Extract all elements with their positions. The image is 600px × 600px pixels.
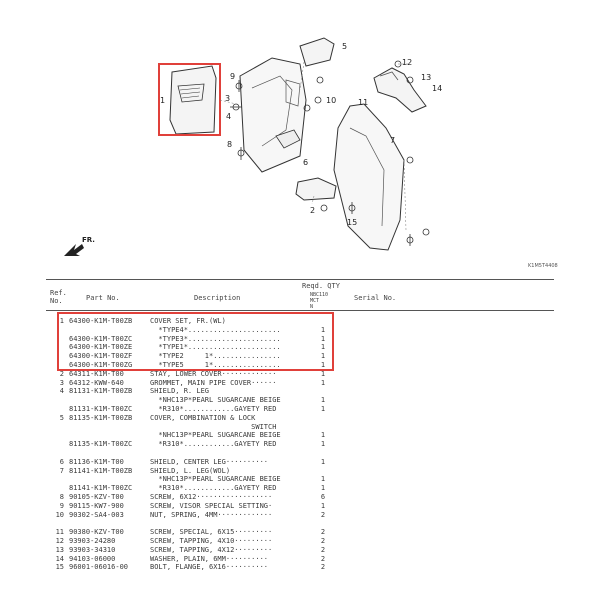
part-no-cell: 81131-K1M-T00ZB: [69, 387, 133, 396]
qty-cell: 2: [320, 554, 326, 563]
ref-no-cell: 6: [59, 457, 64, 466]
description-cell: STAY, LOWER COVER·············: [150, 369, 277, 378]
description-cell: *NHC13P*PEARL SUGARCANE BEIGE: [150, 431, 281, 440]
description-cell: *TYPE3*......................: [150, 334, 281, 343]
part-visor: [374, 68, 426, 112]
part-front-cover: [170, 66, 216, 134]
qty-cell: 1: [320, 378, 326, 387]
part-no-cell: 90302-SA4-003: [69, 510, 124, 519]
part-no-cell: 64300-K1M-T00ZB: [69, 317, 133, 325]
table-row: [0, 458, 600, 466]
ref-no-cell: 14: [55, 554, 64, 563]
part-no-cell: 64312-KWW-640: [69, 378, 124, 387]
description-cell: SHIELD, R. LEG: [150, 387, 210, 396]
description-cell: SCREW, SPECIAL, 6X15·········: [150, 528, 273, 537]
part-left-leg-shield: [334, 104, 404, 250]
callout-7: 7: [390, 136, 396, 145]
qty-cell: 1: [320, 431, 326, 440]
description-cell: BOLT, FLANGE, 6X16··········: [150, 563, 269, 572]
description-cell: *NHC13P*PEARL SUGARCANE BEIGE: [150, 475, 281, 484]
part-stay-lower-cover: [296, 178, 336, 200]
part-no-cell: 94103-06000: [69, 554, 116, 563]
table-row: [0, 440, 600, 448]
ref-no-cell: 10: [55, 510, 64, 519]
part-no-cell: 64300-K1M-T00ZC: [69, 334, 133, 343]
qty-cell: 1: [320, 325, 326, 334]
description-cell: *TYPE5 1*................: [150, 361, 281, 369]
callout-3: 3: [225, 94, 231, 103]
description-cell: *TYPE2 1*................: [150, 352, 281, 361]
qty-cell: 2: [320, 563, 326, 572]
table-row: [0, 396, 600, 404]
ref-no-cell: 1: [59, 317, 64, 325]
table-row: [0, 449, 600, 457]
figure-code: K1M5T4408: [528, 263, 558, 269]
qty-cell: 1: [320, 334, 326, 343]
table-row: [0, 405, 600, 413]
callout-9: 9: [230, 72, 236, 81]
callout-14: 14: [432, 84, 443, 93]
qty-cell: 2: [320, 528, 326, 537]
description-cell: SCREW, TAPPING, 4X12·········: [150, 545, 273, 554]
qty-cell: 1: [320, 475, 326, 484]
table-row: [0, 493, 600, 501]
callout-11: 11: [358, 98, 369, 107]
qty-cell: 2: [320, 545, 326, 554]
table-row: [0, 414, 600, 422]
part-no-cell: 64300-K1M-T00ZF: [69, 352, 133, 361]
qty-cell: 1: [320, 457, 326, 466]
qty-cell: 1: [320, 484, 326, 493]
front-label: FR.: [82, 236, 95, 244]
part-no-cell: 81141-K1M-T00ZC: [69, 484, 133, 493]
part-no-cell: 81141-K1M-T00ZB: [69, 466, 133, 475]
part-no-cell: 81131-K1M-T00ZC: [69, 405, 133, 413]
description-cell: COVER, COMBINATION & LOCK: [150, 413, 256, 422]
description-cell: SCREW, 6X12··················: [150, 493, 273, 501]
part-no-cell: 64300-K1M-T00ZE: [69, 343, 133, 352]
table-row: [0, 519, 600, 527]
qty-cell: 6: [320, 493, 326, 501]
qty-cell: 1: [320, 369, 326, 378]
description-cell: *TYPE4*......................: [150, 325, 281, 334]
ref-no-cell: 11: [55, 528, 64, 537]
callout-13: 13: [421, 73, 432, 82]
part-no-cell: 81135-K1M-T00ZC: [69, 440, 133, 449]
part-no-cell: 90115-KW7-900: [69, 501, 124, 510]
description-cell: GROMMET, MAIN PIPE COVER······: [150, 378, 277, 387]
callout-4: 4: [226, 112, 232, 121]
header-ref-no: Ref. No.: [50, 289, 67, 305]
description-cell: SHIELD, CENTER LEG··········: [150, 457, 269, 466]
qty-cell: 2: [320, 537, 326, 545]
description-cell: COVER SET, FR.(WL): [150, 317, 226, 325]
ref-no-cell: 8: [59, 493, 64, 501]
description-cell: WASHER, PLAIN, 6MM··········: [150, 554, 269, 563]
header-model-code: NBC110 MCT N: [310, 292, 329, 310]
part-no-cell: 93903-24280: [69, 537, 116, 545]
table-row: [0, 467, 600, 475]
callout-10: 10: [326, 96, 337, 105]
qty-cell: 1: [320, 396, 326, 405]
part-no-cell: 90380-KZV-T00: [69, 528, 124, 537]
table-row: [0, 475, 600, 483]
ref-no-cell: 3: [59, 378, 64, 387]
description-cell: *NHC13P*PEARL SUGARCANE BEIGE: [150, 396, 281, 405]
description-cell: SWITCH: [150, 422, 277, 431]
part-no-cell: 96001-06016-00: [69, 563, 129, 572]
table-row: [0, 484, 600, 492]
table-header-rule: [46, 310, 554, 311]
callout-6: 6: [303, 158, 309, 167]
table-row: [0, 379, 600, 387]
qty-cell: 1: [320, 361, 326, 369]
part-no-cell: 64311-K1M-T00: [69, 369, 124, 378]
qty-cell: 1: [320, 352, 326, 361]
header-part-no: Part No.: [86, 294, 120, 302]
callout-15: 15: [347, 218, 358, 227]
part-no-cell: 64300-K1M-T00ZG: [69, 361, 133, 369]
callout-2: 2: [310, 206, 316, 215]
description-cell: SHIELD, L. LEG(WOL): [150, 466, 231, 475]
header-reqd-qty: Reqd. QTY: [302, 282, 340, 290]
description-cell: *TYPE1*......................: [150, 343, 281, 352]
callout-12: 12: [402, 58, 413, 67]
callout-1: 1: [160, 96, 166, 105]
description-cell: SCREW, VISOR SPECIAL SETTING·: [150, 501, 273, 510]
callout-8: 8: [227, 140, 233, 149]
table-row: [0, 387, 600, 395]
header-description: Description: [194, 294, 241, 302]
table-row: [0, 546, 600, 554]
table-row: [0, 537, 600, 545]
qty-cell: 2: [320, 510, 326, 519]
part-no-cell: 90105-KZV-T00: [69, 493, 124, 501]
diagram-svg: [0, 0, 600, 275]
ref-no-cell: 15: [55, 563, 64, 572]
qty-cell: 1: [320, 343, 326, 352]
parts-table: [0, 279, 600, 600]
description-cell: NUT, SPRING, 4MM·············: [150, 510, 273, 519]
ref-no-cell: 12: [55, 537, 64, 545]
ref-no-cell: 5: [59, 413, 64, 422]
ref-no-cell: 9: [59, 501, 64, 510]
ref-no-cell: 13: [55, 545, 64, 554]
part-no-cell: 81136-K1M-T00: [69, 457, 124, 466]
table-top-rule: [46, 279, 554, 280]
part-no-cell: 93903-34310: [69, 545, 116, 554]
table-row: [0, 555, 600, 563]
table-row: [0, 563, 600, 571]
table-row: [0, 431, 600, 439]
ref-no-cell: 2: [59, 369, 64, 378]
highlight-box-table: [57, 312, 334, 371]
description-cell: *R310*............GAYETY RED: [150, 484, 277, 493]
ref-no-cell: 4: [59, 387, 64, 396]
description-cell: SCREW, TAPPING, 4X10·········: [150, 537, 273, 545]
description-cell: *R310*............GAYETY RED: [150, 440, 277, 449]
part-switch-cover: [300, 38, 334, 66]
table-row: [0, 511, 600, 519]
callout-5: 5: [342, 42, 348, 51]
ref-no-cell: 7: [59, 466, 64, 475]
part-right-leg-shield: [240, 58, 309, 172]
header-serial-no: Serial No.: [354, 294, 397, 302]
table-row: [0, 423, 600, 431]
qty-cell: 1: [320, 501, 326, 510]
exploded-parts-diagram: [0, 0, 600, 275]
front-arrow-icon: [64, 244, 84, 256]
qty-cell: 1: [320, 440, 326, 449]
table-row: [0, 502, 600, 510]
description-cell: *R310*............GAYETY RED: [150, 405, 277, 413]
table-row: [0, 528, 600, 536]
part-no-cell: 81135-K1M-T00ZB: [69, 413, 133, 422]
qty-cell: 1: [320, 405, 326, 413]
